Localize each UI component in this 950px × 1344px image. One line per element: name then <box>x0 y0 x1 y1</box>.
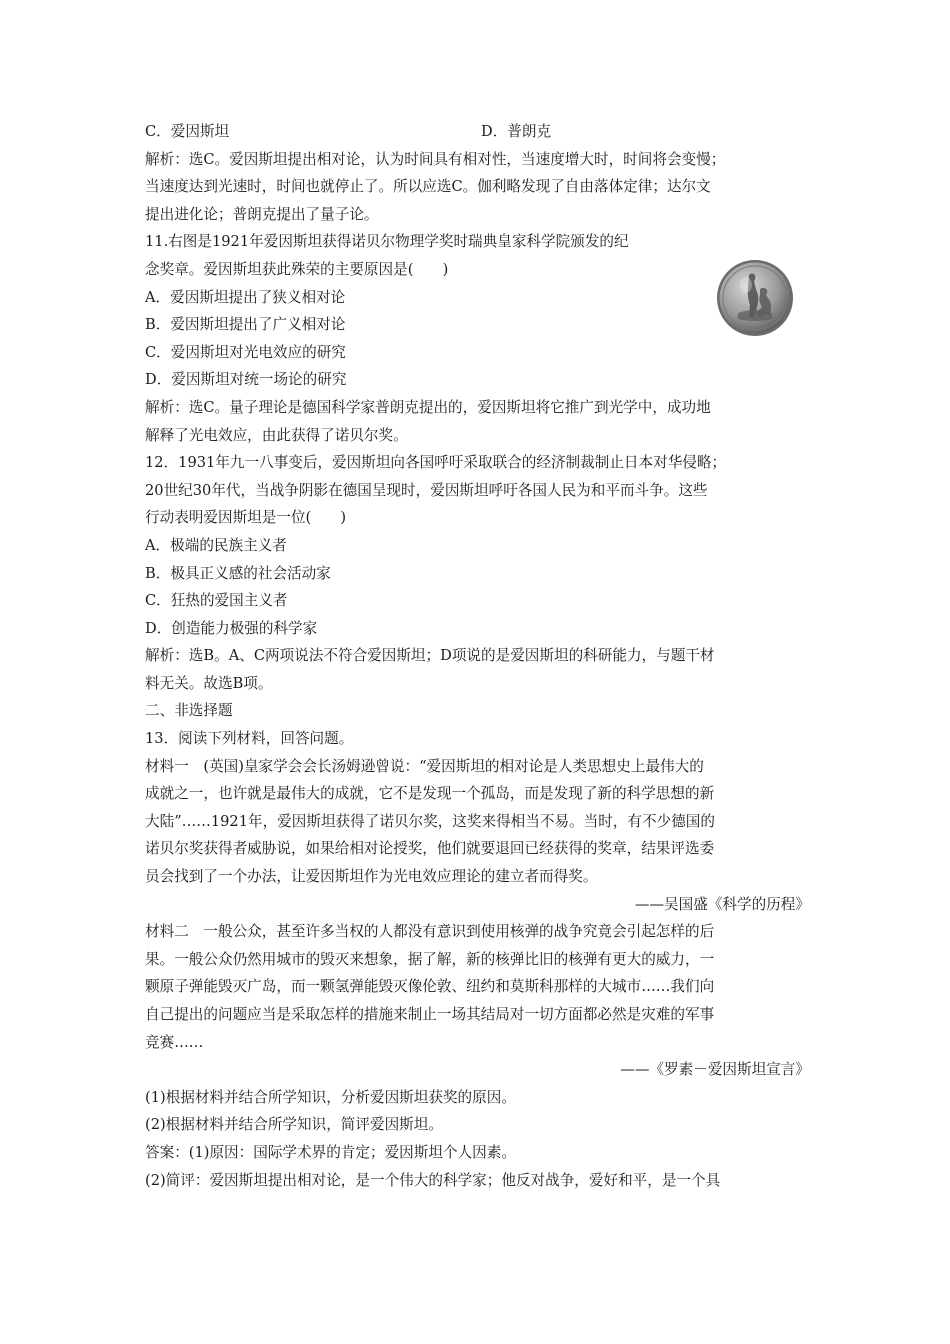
q13-answer-1: 答案：(1)原因：国际学术界的肯定；爱因斯坦个人因素。 <box>145 1143 516 1161</box>
q13-material1-line: 员会找到了一个办法，让爱因斯坦作为光电效应理论的建立者而得奖。 <box>145 868 598 886</box>
q13-question-1: (1)根据材料并结合所学知识，分析爱因斯坦获奖的原因。 <box>145 1088 516 1106</box>
q13-material1-line: 成就之一，也许就是最伟大的成就，它不是发现一个孤岛，而是发现了新的科学思想的新 <box>145 785 715 803</box>
section-heading: 二、非选择题 <box>145 702 233 720</box>
q12-option-b: B．极具正义感的社会活动家 <box>145 564 331 582</box>
q10-option-c: C．爱因斯坦 <box>145 123 230 140</box>
q10-options-row <box>145 118 810 146</box>
q12-option-c: C．狂热的爱国主义者 <box>145 592 288 610</box>
q13-stem: 13．阅读下列材料，回答问题。 <box>145 730 354 748</box>
q11-analysis-line: 解析：选C。量子理论是德国科学家普朗克提出的，爱因斯坦将它推广到光学中，成功地 <box>145 398 711 416</box>
nobel-medal-icon <box>716 259 794 337</box>
q10-analysis-line: 当速度达到光速时，时间也就停止了。所以应选C。伽利略发现了自由落体定律；达尔文 <box>145 178 711 196</box>
q11-analysis-line: 解释了光电效应，由此获得了诺贝尔奖。 <box>145 426 408 444</box>
q12-stem-line: 行动表明爱因斯坦是一位( ) <box>145 509 347 527</box>
q12-analysis-line: 解析：选B。A、C两项说法不符合爱因斯坦；D项说的是爱因斯坦的科研能力，与题干材 <box>145 647 715 665</box>
q13-material2-line: 果。一般公众仍然用城市的毁灭来想象，据了解，新的核弹比旧的核弹有更大的威力，一 <box>145 950 715 968</box>
q12-option-d: D．创造能力极强的科学家 <box>145 619 318 637</box>
q12-option-a: A．极端的民族主义者 <box>145 536 287 554</box>
q11-option-d: D．爱因斯坦对统一场论的研究 <box>145 371 347 389</box>
q11-option-b: B．爱因斯坦提出了广义相对论 <box>145 316 346 334</box>
q12-stem-line: 20世纪30年代，当战争阴影在德国呈现时，爱因斯坦呼吁各国人民为和平而斗争。这些 <box>145 481 708 499</box>
q13-source1: ——吴国盛《科学的历程》 <box>634 895 810 913</box>
q13-material1-line: 诺贝尔奖获得者威胁说，如果给相对论授奖，他们就要退回已经获得的奖章，结果评选委 <box>145 840 715 858</box>
q13-question-2: (2)根据材料并结合所学知识，简评爱因斯坦。 <box>145 1116 443 1134</box>
q13-answer-2: (2)简评：爱因斯坦提出相对论，是一个伟大的科学家；他反对战争，爱好和平，是一个具 <box>145 1171 721 1189</box>
q10-option-d: D．普朗克 <box>481 123 552 140</box>
q13-material2-line: 竞赛…… <box>145 1033 204 1051</box>
q11-option-a: A．爱因斯坦提出了狭义相对论 <box>145 288 346 306</box>
q10-analysis-line: 解析：选C。爱因斯坦提出相对论，认为时间具有相对性，当速度增大时，时间将会变慢； <box>145 150 726 168</box>
q12-stem-line: 12．1931年九一八事变后，爱因斯坦向各国呼吁采取联合的经济制裁制止日本对华侵略； <box>145 454 727 472</box>
q12-analysis-line: 料无关。故选B项。 <box>145 674 273 692</box>
q11-stem-line: 念奖章。爱因斯坦获此殊荣的主要原因是( ) <box>145 260 449 278</box>
q11-stem-line: 11.右图是1921年爱因斯坦获得诺贝尔物理学奖时瑞典皇家科学院颁发的纪 <box>145 233 629 251</box>
q13-source2: ——《罗素－爱因斯坦宣言》 <box>620 1061 810 1079</box>
q13-material1-line: 大陆”……1921年，爱因斯坦获得了诺贝尔奖，这奖来得相当不易。当时，有不少德国的 <box>145 812 715 830</box>
q13-material2-line: 颗原子弹能毁灭广岛，而一颗氢弹能毁灭像伦敦、纽约和莫斯科那样的大城市……我们向 <box>145 978 715 996</box>
q13-material2-line: 自己提出的问题应当是采取怎样的措施来制止一场其结局对一切方面都必然是灾难的军事 <box>145 1006 715 1023</box>
document-page <box>145 118 810 1194</box>
q13-material1-line: 材料一 (英国)皇家学会会长汤姆逊曾说：“爱因斯坦的相对论是人类思想史上最伟大的 <box>145 757 704 775</box>
q11-option-c: C．爱因斯坦对光电效应的研究 <box>145 343 346 361</box>
q10-analysis-line: 提出进化论；普朗克提出了量子论。 <box>145 205 379 223</box>
q13-material2-line: 材料二 一般公众，甚至许多当权的人都没有意识到使用核弹的战争究竟会引起怎样的后 <box>145 923 715 941</box>
